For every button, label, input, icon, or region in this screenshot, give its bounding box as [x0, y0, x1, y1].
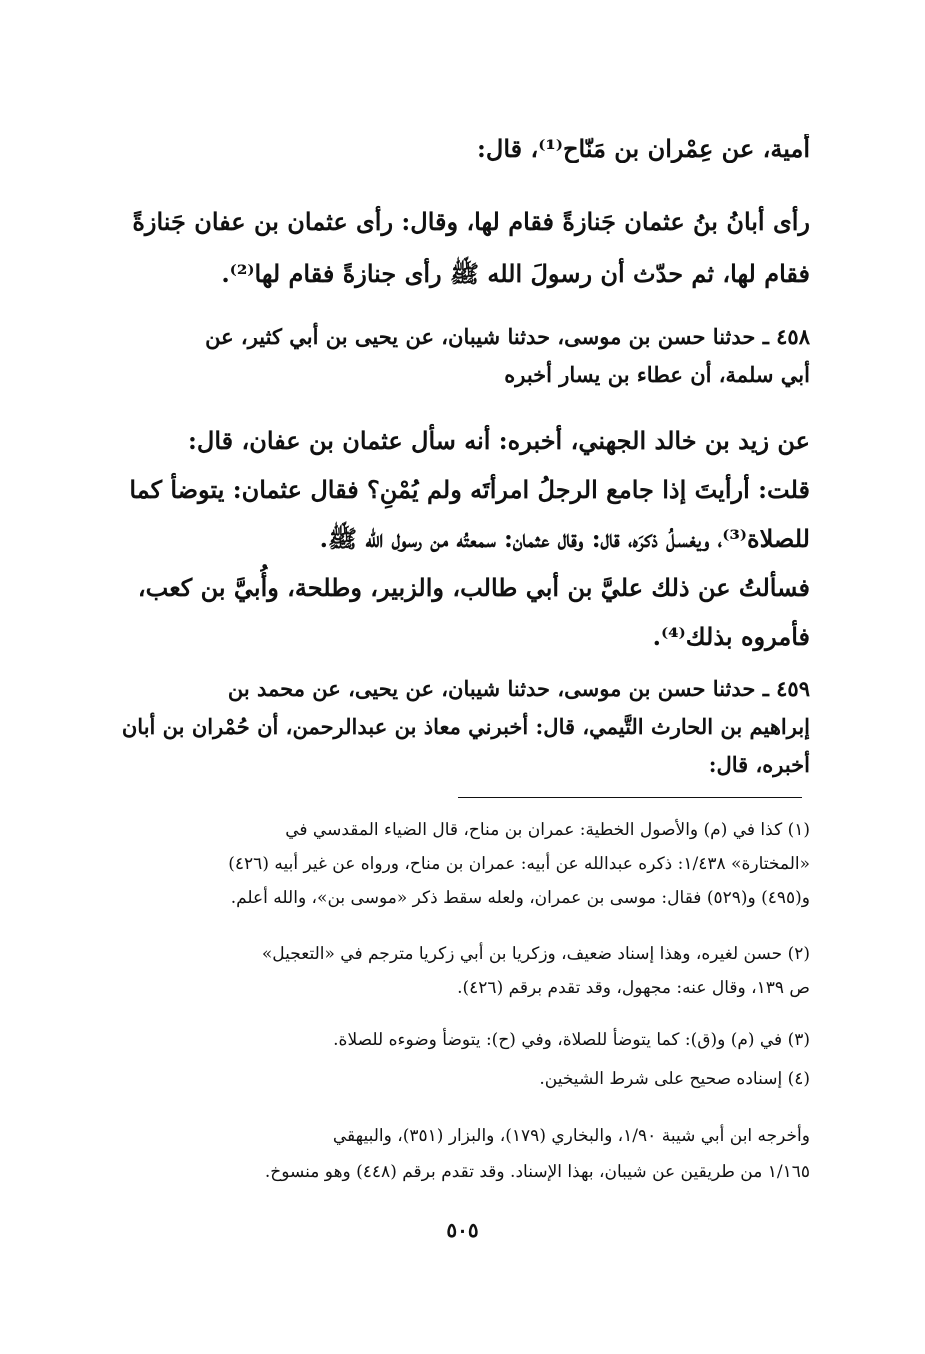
footnote-1 [110, 813, 810, 915]
hadith-458-matn [110, 416, 810, 661]
text-line: ٤٥٩ ـ حدثنا حسن بن موسى، حدثنا شيبان، عن يحيى، عن محمد بن [227, 676, 810, 701]
footnote-line: (٤) إسناده صحيح على شرط الشيخين. [539, 1069, 810, 1089]
text-line: للصلاة⁽³⁾، ويغسلُ ذكرَه، قال: وقال عثمان: سمعتُه من رسول الله ﷺ. [319, 524, 810, 553]
footnote-line: ١/١٦٥ من طريقين عن شيبان، بهذا الإسناد. وقد تقدم برقم (٤٤٨) وهو منسوخ. [264, 1162, 810, 1182]
continuation-text [110, 134, 810, 163]
footnote-line: «المختارة» ١/٤٣٨: ذكره عبدالله عن أبيه: عمران بن مناح، ورواه عن غير أبيه (٤٢٦) [228, 854, 810, 874]
text-line: قلت: أرأيتَ إذا جامع الرجلُ امرأتَه ولم يُمْنِ؟ فقال عثمان: يتوضأ كما [129, 475, 810, 504]
text-line: رأى أبانُ بنُ عثمان جَنازةً فقام لها، وقال: رأى عثمان بن عفان جَنازةً [132, 207, 810, 236]
footnote-4-continued [110, 1118, 810, 1190]
text-line: أبي سلمة، أن عطاء بن يسار أخبره [504, 362, 810, 387]
text-line: عن زيد بن خالد الجهني، أخبره: أنه سأل عثمان بن عفان، قال: [188, 426, 810, 455]
text-line: فقام لها، ثم حدّث أن رسولَ الله ﷺ رأى جنازةً فقام لها⁽²⁾. [221, 259, 810, 288]
text-line: أمية، عن عِمْران بن مَنّاح⁽¹⁾، قال: [477, 134, 810, 163]
page-number: ٥٠٥ [446, 1218, 479, 1242]
hadith-459 [110, 670, 810, 784]
footnote-line: ص ١٣٩، وقال عنه: مجهول، وقد تقدم برقم (٤٢٦). [457, 978, 810, 998]
text-line: فسألتُ عن ذلك عليَّ بن أبي طالب، والزبير، وطلحة، وأُبيَّ بن كعب، [137, 573, 810, 602]
text-line: إبراهيم بن الحارث التَّيمي، قال: أخبرني معاذ بن عبدالرحمن، أن حُمْران بن أبان [121, 714, 810, 739]
footnote-line: (٢) حسن لغيره، وهذا إسناد ضعيف، وزكريا بن أبي زكريا مترجم في «التعجيل» [261, 944, 810, 964]
text-line: أخبره، قال: [708, 752, 810, 777]
footnote-line: وأخرجه ابن أبي شيبة ١/٩٠، والبخاري (١٧٩)، والبزار (٣٥١)، والبيهقي [332, 1126, 810, 1146]
text-line: ٤٥٨ ـ حدثنا حسن بن موسى، حدثنا شيبان، عن يحيى بن أبي كثير، عن [205, 324, 810, 349]
footnote-line: (١) كذا في (م) والأصول الخطية: عمران بن مناح، قال الضياء المقدسي في [285, 820, 810, 840]
hadith-text [110, 196, 810, 300]
footnote-separator [458, 797, 802, 798]
text-line: فأمروه بذلك⁽⁴⁾. [652, 622, 810, 651]
footnote-4 [110, 1062, 810, 1096]
footnote-line: (٣) في (م) و(ق): كما يتوضأ للصلاة، وفي (ح): يتوضأ وضوءه للصلاة. [333, 1030, 810, 1050]
footnote-2 [110, 937, 810, 1005]
hadith-458-isnad [110, 318, 810, 394]
footnote-3 [110, 1023, 810, 1057]
footnote-line: و(٤٩٥) و(٥٢٩) فقال: موسى بن عمران، ولعله سقط ذكر «موسى بن»، والله أعلم. [230, 888, 810, 908]
